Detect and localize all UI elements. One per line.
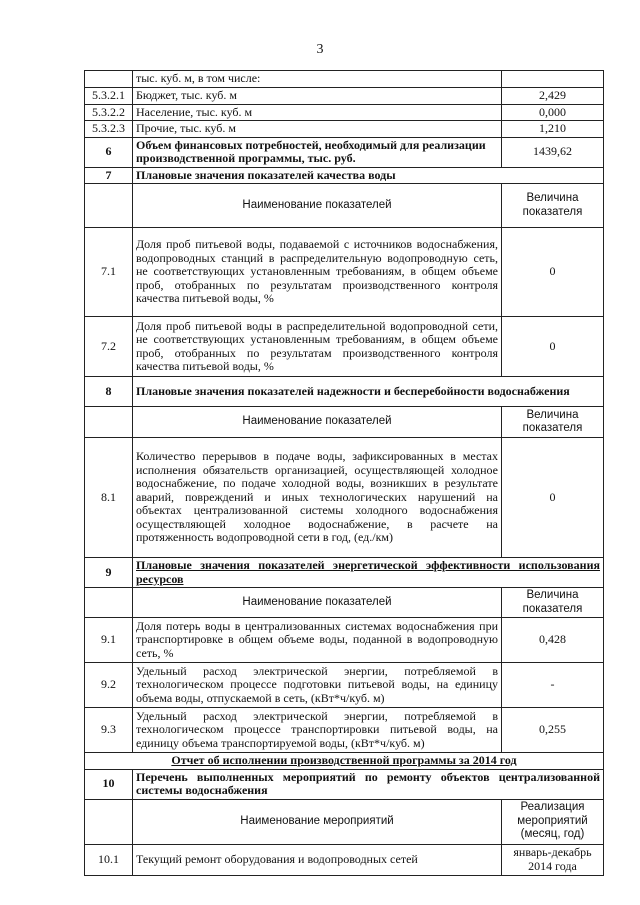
section-heading-row <box>85 377 604 407</box>
row-value: 0,000 <box>502 104 604 121</box>
section-heading-row <box>85 558 604 588</box>
row-value <box>502 71 604 88</box>
table-row <box>85 708 604 753</box>
row-value: 0 <box>502 317 604 377</box>
row-text: Доля проб питьевой воды в распределительной водопроводной сети, не соответствующих установленным требованиям, в общем объеме проб, отобранных по результатам производственного контроля качества питьевой воды, % <box>133 317 502 377</box>
row-value: 0 <box>502 438 604 558</box>
table-row <box>85 121 604 138</box>
row-value: 1,210 <box>502 121 604 138</box>
row-number: 9.1 <box>85 618 133 663</box>
column-header-row <box>85 588 604 618</box>
section-title: Плановые значения показателей энергетической эффективности использования ресурсов <box>133 558 604 588</box>
table-row <box>85 88 604 105</box>
table-row <box>85 618 604 663</box>
section-heading-row <box>85 167 604 184</box>
table-row <box>85 71 604 88</box>
row-number <box>85 799 133 844</box>
row-text: Удельный расход электрической энергии, потребляемой в технологическом процессе транспортировки питьевой воды, на единицу объема транспортируемой воды, (кВт*ч/куб. м) <box>133 708 502 753</box>
row-number: 7.1 <box>85 228 133 317</box>
column-header-row <box>85 407 604 438</box>
row-text: тыс. куб. м, в том числе: <box>133 71 502 88</box>
column-header-row <box>85 184 604 228</box>
row-number <box>85 71 133 88</box>
column-header-value: Величина показателя <box>502 588 604 618</box>
row-text: Удельный расход электрической энергии, потребляемой в технологическом процессе подготовки питьевой воды, на единицу объема воды, отпускаемой в сеть, (кВт*ч/куб. м) <box>133 663 502 708</box>
report-heading-row <box>85 753 604 770</box>
table-row <box>85 317 604 377</box>
row-text: Доля потерь воды в централизованных системах водоснабжения при транспортировке в общем объеме воды, поданной в водопроводную сеть, % <box>133 618 502 663</box>
table-row <box>85 663 604 708</box>
row-number: 8.1 <box>85 438 133 558</box>
row-value: 2,429 <box>502 88 604 105</box>
production-program-table <box>84 70 604 876</box>
column-header-name: Наименование показателей <box>133 407 502 438</box>
row-text: Бюджет, тыс. куб. м <box>133 88 502 105</box>
section-heading-row <box>85 769 604 799</box>
row-text: Прочие, тыс. куб. м <box>133 121 502 138</box>
row-value: 0,255 <box>502 708 604 753</box>
table-row <box>85 228 604 317</box>
row-number: 9.2 <box>85 663 133 708</box>
row-number: 7 <box>85 167 133 184</box>
row-number: 9.3 <box>85 708 133 753</box>
table-row <box>85 104 604 121</box>
row-value: 0,428 <box>502 618 604 663</box>
column-header-name: Наименование показателей <box>133 588 502 618</box>
row-value: 1439,62 <box>502 137 604 167</box>
row-number: 8 <box>85 377 133 407</box>
table-row <box>85 137 604 167</box>
row-text: Текущий ремонт оборудования и водопроводных сетей <box>133 844 502 875</box>
row-number: 5.3.2.2 <box>85 104 133 121</box>
row-text: Объем финансовых потребностей, необходимый для реализации производственной программы, тыс. руб. <box>133 137 502 167</box>
section-title: Плановые значения показателей надежности и бесперебойности водоснабжения <box>133 377 604 407</box>
report-title: Отчет об исполнении производственной программы за 2014 год <box>85 753 604 770</box>
section-title: Плановые значения показателей качества воды <box>133 167 604 184</box>
row-number: 6 <box>85 137 133 167</box>
row-text: Население, тыс. куб. м <box>133 104 502 121</box>
row-number <box>85 407 133 438</box>
row-number: 5.3.2.1 <box>85 88 133 105</box>
row-number: 10.1 <box>85 844 133 875</box>
page-number: 3 <box>316 42 324 57</box>
row-number <box>85 588 133 618</box>
column-header-value: Величина показателя <box>502 407 604 438</box>
column-header-name: Наименование мероприятий <box>133 799 502 844</box>
column-header-value: Величина показателя <box>502 184 604 228</box>
row-number: 7.2 <box>85 317 133 377</box>
section-title: Перечень выполненных мероприятий по ремонту объектов централизованной системы водоснабжения <box>133 769 604 799</box>
row-text: Количество перерывов в подаче воды, зафиксированных в местах исполнения обязательств организацией, осуществляющей холодное водоснабжение, по подаче холодной воды, возникших в результате аварий, повреждений и иных технологических нарушений на объектах централизованной системы холодного водоснабжения осуществляющей холодное водоснабжение, в расчете на протяженность водопроводной сети в год, (ед./км) <box>133 438 502 558</box>
table-row <box>85 438 604 558</box>
column-header-value: Реализация мероприятий (месяц, год) <box>502 799 604 844</box>
row-value: январь-декабрь 2014 года <box>502 844 604 875</box>
row-number: 10 <box>85 769 133 799</box>
row-number: 5.3.2.3 <box>85 121 133 138</box>
row-text: Доля проб питьевой воды, подаваемой с источников водоснабжения, водопроводных станций в распределительную водопроводную сеть, не соответствующих установленным требованиям, в общем объеме проб, отобранных по результатам производственного контроля качества питьевой воды, % <box>133 228 502 317</box>
row-value: 0 <box>502 228 604 317</box>
table-row <box>85 844 604 875</box>
row-number: 9 <box>85 558 133 588</box>
row-number <box>85 184 133 228</box>
column-header-row <box>85 799 604 844</box>
column-header-name: Наименование показателей <box>133 184 502 228</box>
row-value: - <box>502 663 604 708</box>
